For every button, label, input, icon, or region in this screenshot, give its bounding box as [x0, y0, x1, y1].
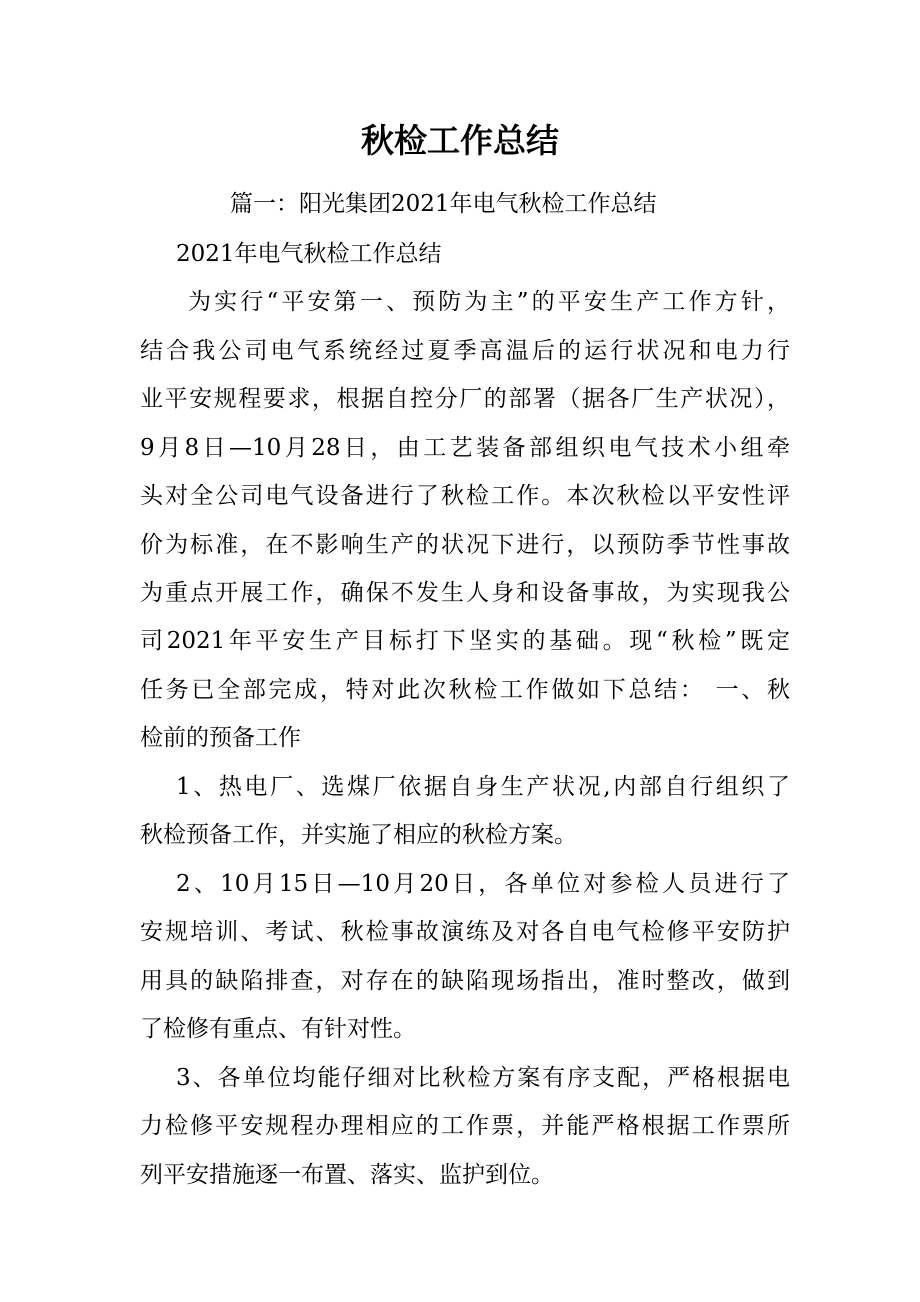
paragraph-line: 业平安规程要求，根据自控分厂的部署（据各厂生产状况），: [140, 386, 790, 412]
paragraph-line: 为重点开展工作，确保不发生人身和设备事故，为实现我公: [140, 580, 790, 606]
paragraph-line: 9月8日—10月28日，由工艺装备部组织电气技术小组牵: [140, 435, 790, 461]
paragraph-line: 结合我公司电气系统经过夏季高温后的运行状况和电力行: [140, 338, 790, 364]
paragraph-line: 秋检预备工作，并实施了相应的秋检方案。: [140, 822, 577, 848]
sub-heading: 2021年电气秋检工作总结: [176, 241, 442, 267]
paragraph-line: 1、热电厂、选煤厂依据自身生产状况,内部自行组织了: [176, 774, 790, 800]
paragraph-line: 司2021年平安生产目标打下坚实的基础。现“秋检”既定: [140, 628, 790, 654]
paragraph-line: 任务已全部完成，特对此次秋检工作做如下总结： 一、秋: [140, 677, 790, 703]
paragraph-line: 3、各单位均能仔细对比秋检方案有序支配，严格根据电: [176, 1065, 790, 1091]
paragraph-line: 安规培训、考试、秋检事故演练及对各自电气检修平安防护: [140, 919, 790, 945]
paragraph-line: 用具的缺陷排查，对存在的缺陷现场指出，准时整改，做到: [140, 968, 790, 994]
paragraph-line: 2、10月15日—10月20日，各单位对参检人员进行了: [176, 871, 790, 897]
paragraph-line: 了检修有重点、有针对性。: [140, 1016, 416, 1042]
paragraph-line: 力检修平安规程办理相应的工作票，并能严格根据工作票所: [140, 1113, 790, 1139]
paragraph-line: 列平安措施逐一布置、落实、监护到位。: [140, 1162, 554, 1188]
paragraph-line: 为实行“平安第一、预防为主”的平安生产工作方针，: [188, 289, 790, 315]
paragraph-line: 头对全公司电气设备进行了秋检工作。本次秋检以平安性评: [140, 483, 790, 509]
paragraph-line: 价为标准，在不影响生产的状况下进行，以预防季节性事故: [140, 532, 790, 558]
section-heading: 篇一：阳光集团2021年电气秋检工作总结: [230, 191, 657, 217]
document-title: 秋检工作总结: [361, 121, 559, 160]
paragraph-line: 检前的预备工作: [140, 725, 301, 751]
